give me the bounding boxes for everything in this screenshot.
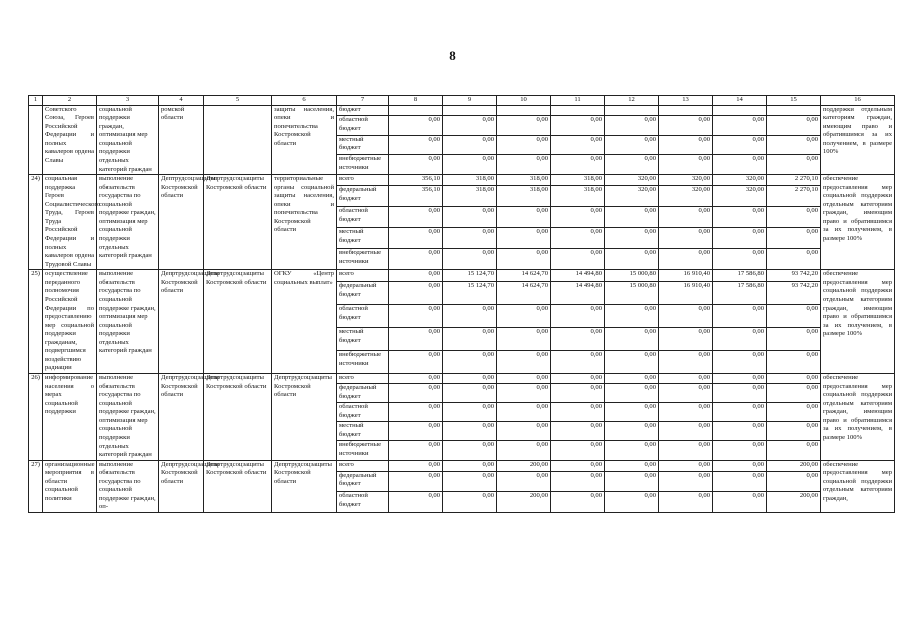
- funding-source: местный бюджет: [337, 228, 389, 249]
- funding-source: бюджет: [337, 105, 389, 115]
- amount-cell: 0,00: [389, 249, 443, 270]
- row-id: 25): [29, 270, 43, 374]
- amount-cell: 0,00: [713, 228, 767, 249]
- amount-cell: [551, 105, 605, 115]
- participant: Депртрудсоцзащиты Костромской области: [272, 374, 337, 461]
- amount-cell: 320,00: [713, 186, 767, 207]
- amount-cell: 0,00: [659, 492, 713, 513]
- expected-result: обеспечение предоставления мер социальной поддержки отдельным категориям граждан, имеющим право и обратившимся за их получением, в размере 100%: [821, 270, 895, 374]
- amount-cell: 0,00: [659, 249, 713, 270]
- funding-source: областной бюджет: [337, 492, 389, 513]
- amount-cell: 0,00: [605, 249, 659, 270]
- amount-cell: 0,00: [659, 207, 713, 228]
- funding-source: внебюджетные источники: [337, 155, 389, 175]
- amount-cell: 0,00: [605, 207, 659, 228]
- amount-cell: 0,00: [713, 207, 767, 228]
- amount-cell: 0,00: [713, 441, 767, 460]
- responsible-executor: ромской области: [159, 105, 204, 175]
- column-number: 6: [272, 96, 337, 106]
- amount-cell: 0,00: [551, 384, 605, 403]
- amount-cell: 0,00: [389, 441, 443, 460]
- amount-cell: 320,00: [659, 186, 713, 207]
- amount-cell: 0,00: [443, 305, 497, 328]
- amount-cell: 0,00: [389, 384, 443, 403]
- responsible-executor: Депртрудсоцзащиты Костромской области: [159, 270, 204, 374]
- amount-cell: 0,00: [497, 228, 551, 249]
- amount-cell: 0,00: [551, 471, 605, 492]
- amount-cell: [605, 105, 659, 115]
- amount-cell: 0,00: [767, 441, 821, 460]
- amount-cell: 0,00: [497, 115, 551, 135]
- amount-cell: 0,00: [605, 328, 659, 351]
- amount-cell: 0,00: [659, 135, 713, 155]
- amount-cell: 318,00: [443, 175, 497, 186]
- table-row: [29, 460, 895, 471]
- column-number: 5: [204, 96, 272, 106]
- column-number: 2: [43, 96, 97, 106]
- expected-result: обеспечение предоставления мер социальной поддержки отдельным категориям граждан, имеющим право и обратившимся за их получением, в размере 100%: [821, 175, 895, 270]
- amount-cell: 0,00: [659, 471, 713, 492]
- amount-cell: 0,00: [605, 115, 659, 135]
- amount-cell: 318,00: [443, 186, 497, 207]
- amount-cell: 0,00: [767, 422, 821, 441]
- coexecutor: Депртрудсоцзащиты Костромской области: [204, 270, 272, 374]
- column-number: 10: [497, 96, 551, 106]
- amount-cell: 0,00: [713, 328, 767, 351]
- table-row: [29, 270, 895, 282]
- amount-cell: 0,00: [605, 460, 659, 471]
- column-number: 1: [29, 96, 43, 106]
- amount-cell: 0,00: [659, 422, 713, 441]
- amount-cell: 0,00: [497, 384, 551, 403]
- funding-source: областной бюджет: [337, 207, 389, 228]
- amount-cell: 0,00: [389, 282, 443, 305]
- amount-cell: 0,00: [389, 403, 443, 422]
- amount-cell: [713, 105, 767, 115]
- measure-name: осуществление переданного полномочия Российской Федерации по предоставлению мер социальной поддержки гражданам, подвергшимся воздействию радиации: [43, 270, 97, 374]
- amount-cell: 15 124,70: [443, 282, 497, 305]
- amount-cell: 15 000,80: [605, 282, 659, 305]
- amount-cell: 0,00: [443, 460, 497, 471]
- amount-cell: 0,00: [767, 207, 821, 228]
- amount-cell: 0,00: [389, 228, 443, 249]
- amount-cell: 16 910,40: [659, 282, 713, 305]
- amount-cell: 0,00: [659, 441, 713, 460]
- column-number: 16: [821, 96, 895, 106]
- amount-cell: 93 742,20: [767, 282, 821, 305]
- amount-cell: 14 494,80: [551, 270, 605, 282]
- amount-cell: 0,00: [659, 228, 713, 249]
- amount-cell: 0,00: [389, 351, 443, 374]
- amount-cell: 0,00: [659, 115, 713, 135]
- amount-cell: 0,00: [767, 249, 821, 270]
- column-number: 7: [337, 96, 389, 106]
- amount-cell: 0,00: [659, 328, 713, 351]
- amount-cell: 0,00: [551, 305, 605, 328]
- amount-cell: 0,00: [767, 384, 821, 403]
- amount-cell: 0,00: [551, 155, 605, 175]
- amount-cell: 0,00: [713, 155, 767, 175]
- expected-result: поддержки отдельным категориям граждан, имеющим право и обратившимся за их получением, в размере 100%: [821, 105, 895, 175]
- amount-cell: 0,00: [443, 115, 497, 135]
- amount-cell: 0,00: [497, 351, 551, 374]
- amount-cell: 0,00: [605, 135, 659, 155]
- column-number: 8: [389, 96, 443, 106]
- participant: Депртрудсоцзащиты Костромской области: [272, 460, 337, 512]
- amount-cell: [659, 105, 713, 115]
- amount-cell: 0,00: [443, 228, 497, 249]
- funding-source: всего: [337, 270, 389, 282]
- amount-cell: 0,00: [497, 155, 551, 175]
- amount-cell: [767, 105, 821, 115]
- amount-cell: 15 000,80: [605, 270, 659, 282]
- amount-cell: 0,00: [443, 441, 497, 460]
- amount-cell: 0,00: [551, 492, 605, 513]
- amount-cell: 320,00: [659, 175, 713, 186]
- amount-cell: 0,00: [713, 115, 767, 135]
- amount-cell: 0,00: [551, 422, 605, 441]
- amount-cell: 0,00: [497, 207, 551, 228]
- participant: территориальные органы социальной защиты населения, опеки и попечительства Костромской области: [272, 175, 337, 270]
- amount-cell: 200,00: [497, 492, 551, 513]
- measure-goal: выполнение обязательств государства по социальной поддержке граждан, оптимизация мер социальной поддержки отдельных категорий граждан: [97, 175, 159, 270]
- column-number: 12: [605, 96, 659, 106]
- column-number: 11: [551, 96, 605, 106]
- amount-cell: 0,00: [551, 441, 605, 460]
- amount-cell: 0,00: [713, 403, 767, 422]
- amount-cell: 0,00: [659, 351, 713, 374]
- responsible-executor: Дептрудсоцзащиты Костромской области: [159, 175, 204, 270]
- amount-cell: 0,00: [389, 305, 443, 328]
- amount-cell: 0,00: [767, 305, 821, 328]
- measure-name: организационные мероприятия в области социальной политики: [43, 460, 97, 512]
- amount-cell: 0,00: [443, 155, 497, 175]
- amount-cell: 0,00: [443, 492, 497, 513]
- funding-source: областной бюджет: [337, 403, 389, 422]
- amount-cell: 0,00: [497, 471, 551, 492]
- coexecutor: Депртрудсоцзащиты Костромской области: [204, 374, 272, 461]
- amount-cell: 0,00: [443, 328, 497, 351]
- column-number: 15: [767, 96, 821, 106]
- amount-cell: 0,00: [605, 351, 659, 374]
- funding-source: областной бюджет: [337, 305, 389, 328]
- amount-cell: 0,00: [659, 374, 713, 384]
- amount-cell: 0,00: [659, 305, 713, 328]
- amount-cell: 0,00: [389, 328, 443, 351]
- row-id: 24): [29, 175, 43, 270]
- funding-source: внебюджетные источники: [337, 441, 389, 460]
- amount-cell: 0,00: [713, 374, 767, 384]
- table-row: [29, 175, 895, 186]
- amount-cell: 0,00: [659, 155, 713, 175]
- amount-cell: 0,00: [767, 403, 821, 422]
- amount-cell: 0,00: [605, 305, 659, 328]
- coexecutor: [204, 105, 272, 175]
- amount-cell: 0,00: [497, 249, 551, 270]
- amount-cell: 17 586,80: [713, 270, 767, 282]
- amount-cell: 14 494,80: [551, 282, 605, 305]
- measure-name: информирование населения о мерах социальной поддержки: [43, 374, 97, 461]
- amount-cell: 0,00: [605, 155, 659, 175]
- column-number: 14: [713, 96, 767, 106]
- funding-source: федеральный бюджет: [337, 282, 389, 305]
- amount-cell: 0,00: [389, 115, 443, 135]
- table-row: [29, 374, 895, 384]
- funding-source: всего: [337, 175, 389, 186]
- coexecutor: Депртрудсоцзащиты Костромской области: [204, 175, 272, 270]
- participant: защиты населения, опеки и попечительства Костромской области: [272, 105, 337, 175]
- amount-cell: 200,00: [497, 460, 551, 471]
- amount-cell: 318,00: [551, 186, 605, 207]
- amount-cell: 0,00: [767, 115, 821, 135]
- funding-source: местный бюджет: [337, 422, 389, 441]
- amount-cell: 0,00: [713, 249, 767, 270]
- amount-cell: 320,00: [605, 186, 659, 207]
- amount-cell: 0,00: [443, 249, 497, 270]
- amount-cell: 0,00: [443, 422, 497, 441]
- funding-source: федеральный бюджет: [337, 471, 389, 492]
- amount-cell: 0,00: [605, 228, 659, 249]
- amount-cell: 2 270,10: [767, 175, 821, 186]
- amount-cell: 0,00: [605, 374, 659, 384]
- column-number-row: [29, 96, 895, 106]
- amount-cell: 0,00: [551, 351, 605, 374]
- amount-cell: 0,00: [713, 305, 767, 328]
- amount-cell: 0,00: [389, 155, 443, 175]
- amount-cell: 14 624,70: [497, 270, 551, 282]
- participant: ОГКУ «Центр социальных выплат»: [272, 270, 337, 374]
- amount-cell: 0,00: [659, 384, 713, 403]
- page-number: 8: [449, 48, 456, 63]
- amount-cell: 0,00: [713, 422, 767, 441]
- amount-cell: 0,00: [497, 422, 551, 441]
- amount-cell: 0,00: [389, 270, 443, 282]
- amount-cell: 0,00: [443, 135, 497, 155]
- funding-source: внебюджетные источники: [337, 249, 389, 270]
- column-number: 3: [97, 96, 159, 106]
- responsible-executor: Депртрудсоцзащиты Костромской области: [159, 460, 204, 512]
- amount-cell: 0,00: [713, 492, 767, 513]
- amount-cell: 356,10: [389, 186, 443, 207]
- amount-cell: 0,00: [551, 135, 605, 155]
- amount-cell: 320,00: [605, 175, 659, 186]
- amount-cell: 200,00: [767, 460, 821, 471]
- expected-result: обеспечение предоставления мер социальной поддержки отдельным категориям граждан, имеющим право и обратившимся за их получением, в размере 100%: [821, 374, 895, 461]
- amount-cell: 15 124,70: [443, 270, 497, 282]
- column-number: 4: [159, 96, 204, 106]
- amount-cell: 0,00: [605, 384, 659, 403]
- amount-cell: 0,00: [389, 374, 443, 384]
- measure-goal: выполнение обязательств государства по социальной поддержке граждан, оптимизация мер социальной поддержки отдельных категорий граждан: [97, 270, 159, 374]
- amount-cell: [443, 105, 497, 115]
- amount-cell: 0,00: [767, 328, 821, 351]
- amount-cell: 0,00: [767, 471, 821, 492]
- program-table: [28, 95, 895, 513]
- amount-cell: 0,00: [443, 403, 497, 422]
- amount-cell: 0,00: [767, 374, 821, 384]
- amount-cell: 0,00: [389, 471, 443, 492]
- amount-cell: 0,00: [551, 328, 605, 351]
- amount-cell: 0,00: [605, 403, 659, 422]
- funding-source: внебюджетные источники: [337, 351, 389, 374]
- table-row: [29, 105, 895, 115]
- amount-cell: 2 270,10: [767, 186, 821, 207]
- amount-cell: 0,00: [497, 403, 551, 422]
- funding-source: федеральный бюджет: [337, 186, 389, 207]
- amount-cell: 14 624,70: [497, 282, 551, 305]
- amount-cell: 0,00: [767, 155, 821, 175]
- amount-cell: 0,00: [389, 492, 443, 513]
- amount-cell: 17 586,80: [713, 282, 767, 305]
- amount-cell: 0,00: [389, 135, 443, 155]
- amount-cell: 0,00: [443, 207, 497, 228]
- amount-cell: 0,00: [659, 460, 713, 471]
- amount-cell: 318,00: [497, 186, 551, 207]
- amount-cell: 0,00: [443, 351, 497, 374]
- amount-cell: 0,00: [443, 471, 497, 492]
- amount-cell: 0,00: [497, 441, 551, 460]
- column-number: 13: [659, 96, 713, 106]
- amount-cell: 0,00: [767, 351, 821, 374]
- amount-cell: 0,00: [389, 460, 443, 471]
- amount-cell: 318,00: [497, 175, 551, 186]
- amount-cell: 320,00: [713, 175, 767, 186]
- amount-cell: 0,00: [767, 135, 821, 155]
- amount-cell: 200,00: [767, 492, 821, 513]
- funding-source: местный бюджет: [337, 135, 389, 155]
- amount-cell: 0,00: [551, 115, 605, 135]
- amount-cell: 0,00: [497, 305, 551, 328]
- amount-cell: 0,00: [389, 207, 443, 228]
- amount-cell: 0,00: [551, 249, 605, 270]
- measure-name: Советского Союза, Героев Российской Федерации и полных кавалеров ордена Славы: [43, 105, 97, 175]
- amount-cell: 0,00: [497, 374, 551, 384]
- amount-cell: 0,00: [713, 351, 767, 374]
- row-id: [29, 105, 43, 175]
- amount-cell: 0,00: [551, 460, 605, 471]
- funding-source: всего: [337, 374, 389, 384]
- row-id: 26): [29, 374, 43, 461]
- funding-source: федеральный бюджет: [337, 384, 389, 403]
- amount-cell: 0,00: [713, 471, 767, 492]
- measure-goal: выполнение обязательств государства по социальной поддержке граждан, оп-: [97, 460, 159, 512]
- amount-cell: 318,00: [551, 175, 605, 186]
- amount-cell: 93 742,20: [767, 270, 821, 282]
- amount-cell: 0,00: [605, 492, 659, 513]
- measure-goal: выполнение обязательств государства по социальной поддержке граждан, оптимизация мер социальной поддержки отдельных категорий граждан: [97, 374, 159, 461]
- funding-source: местный бюджет: [337, 328, 389, 351]
- column-number: 9: [443, 96, 497, 106]
- amount-cell: 0,00: [713, 135, 767, 155]
- amount-cell: 0,00: [605, 441, 659, 460]
- amount-cell: [389, 105, 443, 115]
- amount-cell: 0,00: [713, 460, 767, 471]
- amount-cell: 0,00: [551, 403, 605, 422]
- amount-cell: 0,00: [605, 422, 659, 441]
- amount-cell: [497, 105, 551, 115]
- measure-name: социальная поддержка Героев Социалистического Труда, Героев Труда Российской Федерации и полных кавалеров ордена Трудовой Славы: [43, 175, 97, 270]
- amount-cell: 0,00: [551, 374, 605, 384]
- responsible-executor: Депртрудсоцзащиты Костромской области: [159, 374, 204, 461]
- amount-cell: 0,00: [551, 228, 605, 249]
- amount-cell: 0,00: [659, 403, 713, 422]
- amount-cell: 0,00: [713, 384, 767, 403]
- funding-source: всего: [337, 460, 389, 471]
- amount-cell: 356,10: [389, 175, 443, 186]
- amount-cell: 0,00: [389, 422, 443, 441]
- expected-result: обеспечение предоставления мер социальной поддержки отдельным категориям граждан,: [821, 460, 895, 512]
- amount-cell: 0,00: [497, 135, 551, 155]
- amount-cell: 0,00: [443, 384, 497, 403]
- measure-goal: социальной поддержки граждан, оптимизация мер социальной поддержки отдельных категорий граждан: [97, 105, 159, 175]
- amount-cell: 0,00: [551, 207, 605, 228]
- amount-cell: 0,00: [497, 328, 551, 351]
- coexecutor: Депртрудсоцзащиты Костромской области: [204, 460, 272, 512]
- funding-source: областной бюджет: [337, 115, 389, 135]
- amount-cell: 16 910,40: [659, 270, 713, 282]
- amount-cell: 0,00: [443, 374, 497, 384]
- amount-cell: 0,00: [605, 471, 659, 492]
- row-id: 27): [29, 460, 43, 512]
- amount-cell: 0,00: [767, 228, 821, 249]
